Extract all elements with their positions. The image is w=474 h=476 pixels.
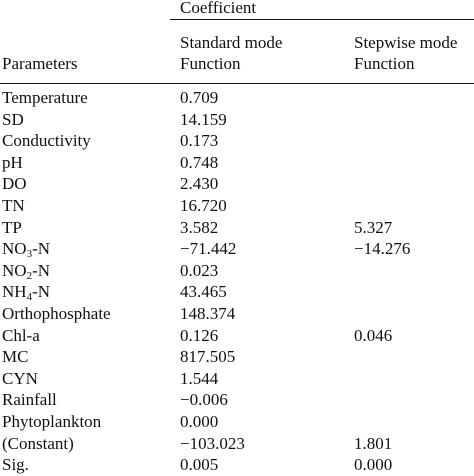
param-cell bbox=[2, 281, 50, 302]
stepwise-mode-header bbox=[354, 32, 457, 74]
table-row bbox=[0, 238, 474, 260]
param-cell bbox=[2, 260, 50, 281]
stepwise-mode-header-line1: Stepwise mode bbox=[354, 33, 458, 52]
table-row bbox=[0, 389, 474, 411]
std-cell: 1.544 bbox=[180, 368, 219, 388]
param-cell: Conductivity bbox=[2, 131, 91, 151]
table-row bbox=[0, 109, 474, 131]
std-cell: −103.023 bbox=[180, 433, 245, 453]
param-cell: DO bbox=[2, 174, 27, 194]
std-cell: 0.173 bbox=[180, 131, 219, 151]
std-cell: 0.126 bbox=[180, 325, 219, 345]
param-subscript: 2 bbox=[26, 269, 33, 282]
param-cell: MC bbox=[2, 347, 29, 367]
std-cell: −0.006 bbox=[180, 390, 228, 410]
param-tail: -N bbox=[32, 282, 51, 302]
table-row bbox=[0, 433, 474, 455]
table-row bbox=[0, 346, 474, 368]
param-cell: CYN bbox=[2, 368, 38, 388]
std-cell: 148.374 bbox=[180, 303, 236, 323]
standard-mode-header-line2: Function bbox=[180, 54, 241, 73]
table-row bbox=[0, 260, 474, 282]
step-cell: 1.801 bbox=[354, 433, 393, 453]
header-rule bbox=[170, 19, 474, 20]
param-cell: Phytoplankton bbox=[2, 411, 102, 431]
param-cell: Chl-a bbox=[2, 325, 40, 345]
param-main: NO bbox=[2, 260, 27, 280]
std-cell: −71.442 bbox=[180, 239, 237, 259]
param-main: NH bbox=[2, 282, 27, 302]
table-row bbox=[0, 217, 474, 239]
param-tail: -N bbox=[32, 260, 51, 280]
param-cell bbox=[2, 238, 50, 259]
step-cell: 0.046 bbox=[354, 325, 393, 345]
table-row bbox=[0, 454, 474, 476]
table-row bbox=[0, 411, 474, 433]
table-row bbox=[0, 368, 474, 390]
table-row bbox=[0, 303, 474, 325]
table-row bbox=[0, 325, 474, 347]
param-cell: Orthophosphate bbox=[2, 303, 111, 323]
std-cell: 3.582 bbox=[180, 217, 219, 237]
table-row bbox=[0, 173, 474, 195]
std-cell: 0.748 bbox=[180, 152, 219, 172]
param-cell: TN bbox=[2, 195, 25, 215]
std-cell: 0.023 bbox=[180, 260, 219, 280]
table-row bbox=[0, 87, 474, 109]
coefficient-group-header: Coefficient bbox=[180, 0, 257, 17]
std-cell: 817.505 bbox=[180, 347, 236, 367]
table-row bbox=[0, 152, 474, 174]
table-row bbox=[0, 195, 474, 217]
param-main: NO bbox=[2, 239, 27, 259]
param-cell: Temperature bbox=[2, 88, 88, 107]
table-row bbox=[0, 281, 474, 303]
parameters-header: Parameters bbox=[2, 54, 78, 73]
param-cell: Rainfall bbox=[2, 390, 57, 410]
param-tail: -N bbox=[32, 239, 51, 259]
standard-mode-header-line1: Standard mode bbox=[180, 33, 283, 52]
param-cell: pH bbox=[2, 152, 23, 172]
step-cell: 5.327 bbox=[354, 217, 393, 237]
std-cell: 0.000 bbox=[180, 411, 219, 431]
param-subscript: 3 bbox=[26, 248, 33, 261]
param-cell: (Constant) bbox=[2, 433, 74, 453]
param-cell: Sig. bbox=[2, 455, 29, 475]
column-header-rule bbox=[0, 83, 474, 84]
step-cell: 0.000 bbox=[354, 455, 393, 475]
std-cell: 16.720 bbox=[180, 195, 227, 215]
param-cell: SD bbox=[2, 109, 24, 129]
table-row bbox=[0, 130, 474, 152]
std-cell: 43.465 bbox=[180, 282, 227, 302]
std-cell: 0.709 bbox=[180, 88, 219, 107]
stepwise-mode-header-line2: Function bbox=[354, 54, 415, 73]
step-cell: −14.276 bbox=[354, 239, 411, 259]
param-subscript: 4 bbox=[26, 291, 33, 304]
standard-mode-header bbox=[180, 32, 282, 74]
table-body bbox=[0, 87, 474, 476]
param-cell: TP bbox=[2, 217, 22, 237]
std-cell: 2.430 bbox=[180, 174, 219, 194]
std-cell: 14.159 bbox=[180, 109, 227, 129]
std-cell: 0.005 bbox=[180, 455, 219, 475]
